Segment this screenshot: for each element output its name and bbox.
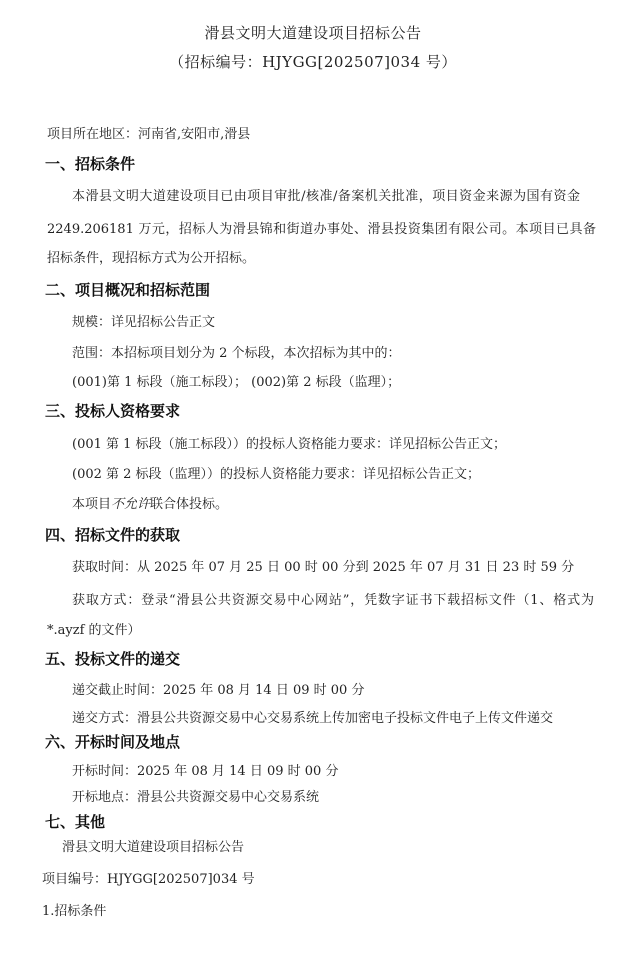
project-scale: 规模：详见招标公告正文 (72, 315, 216, 330)
conditions-paragraph-line-1: 本滑县文明大道建设项目已由项目审批/核准/备案机关批准，项目资金来源为国有资金 (72, 189, 580, 204)
document-title: 滑县文明大道建设项目招标公告 (204, 24, 422, 42)
obtain-time: 获取时间：从 2025 年 07 月 25 日 00 时 00 分到 2025 年 07 月 31 日 23 时 59 分 (72, 560, 575, 575)
project-scope: 范围：本招标项目划分为 2 个标段，本次招标为其中的： (72, 346, 401, 361)
conditions-paragraph-line-2: 2249.206181 万元，招标人为滑县锦和街道办事处、滑县投资集团有限公司。本项目已具备 (47, 222, 596, 237)
consortium-suffix: 联合体投标。 (150, 497, 229, 512)
tender-number-subtitle: （招标编号：HJYGG[202507]034 号） (169, 53, 457, 71)
other-project-number: 项目编号：HJYGG[202507]034 号 (42, 872, 255, 887)
opening-time: 开标时间：2025 年 08 月 14 日 09 时 00 分 (72, 764, 339, 779)
opening-place: 开标地点：滑县公共资源交易中心交易系统 (72, 790, 320, 805)
consortium-statement (72, 498, 228, 511)
section-heading-conditions: 一、招标条件 (45, 155, 136, 173)
section-heading-obtain-documents: 四、招标文件的获取 (45, 526, 181, 544)
section-heading-qualifications: 三、投标人资格要求 (45, 402, 181, 420)
other-project-name: 滑县文明大道建设项目招标公告 (62, 840, 245, 855)
lot-list: (001)第 1 标段（施工标段）； (002)第 2 标段（监理）； (72, 375, 401, 390)
obtain-method-line-2: *.ayzf 的文件） (47, 623, 141, 638)
project-location: 项目所在地区：河南省,安阳市,滑县 (47, 127, 251, 142)
section-heading-other: 七、其他 (45, 813, 106, 831)
obtain-method-line-1: 获取方式：登录“滑县公共资源交易中心网站”，凭数字证书下载招标文件（1、格式为 (72, 593, 594, 608)
submission-deadline: 递交截止时间：2025 年 08 月 14 日 09 时 00 分 (72, 683, 365, 698)
section-heading-overview: 二、项目概况和招标范围 (45, 281, 211, 299)
qualification-lot-2: (002 第 2 标段（监理））的投标人资格能力要求：详见招标公告正文； (72, 467, 481, 482)
consortium-not-allowed: 不允许 (111, 497, 151, 512)
qualification-lot-1: (001 第 1 标段（施工标段））的投标人资格能力要求：详见招标公告正文； (72, 437, 507, 452)
section-heading-submission: 五、投标文件的递交 (45, 650, 181, 668)
section-heading-opening: 六、开标时间及地点 (45, 733, 181, 751)
other-item-1: 1.招标条件 (42, 904, 107, 919)
consortium-prefix: 本项目 (72, 497, 112, 512)
submission-method: 递交方式：滑县公共资源交易中心交易系统上传加密电子投标文件电子上传文件递交 (72, 711, 554, 726)
conditions-paragraph-line-3: 招标条件，现招标方式为公开招标。 (47, 251, 256, 266)
